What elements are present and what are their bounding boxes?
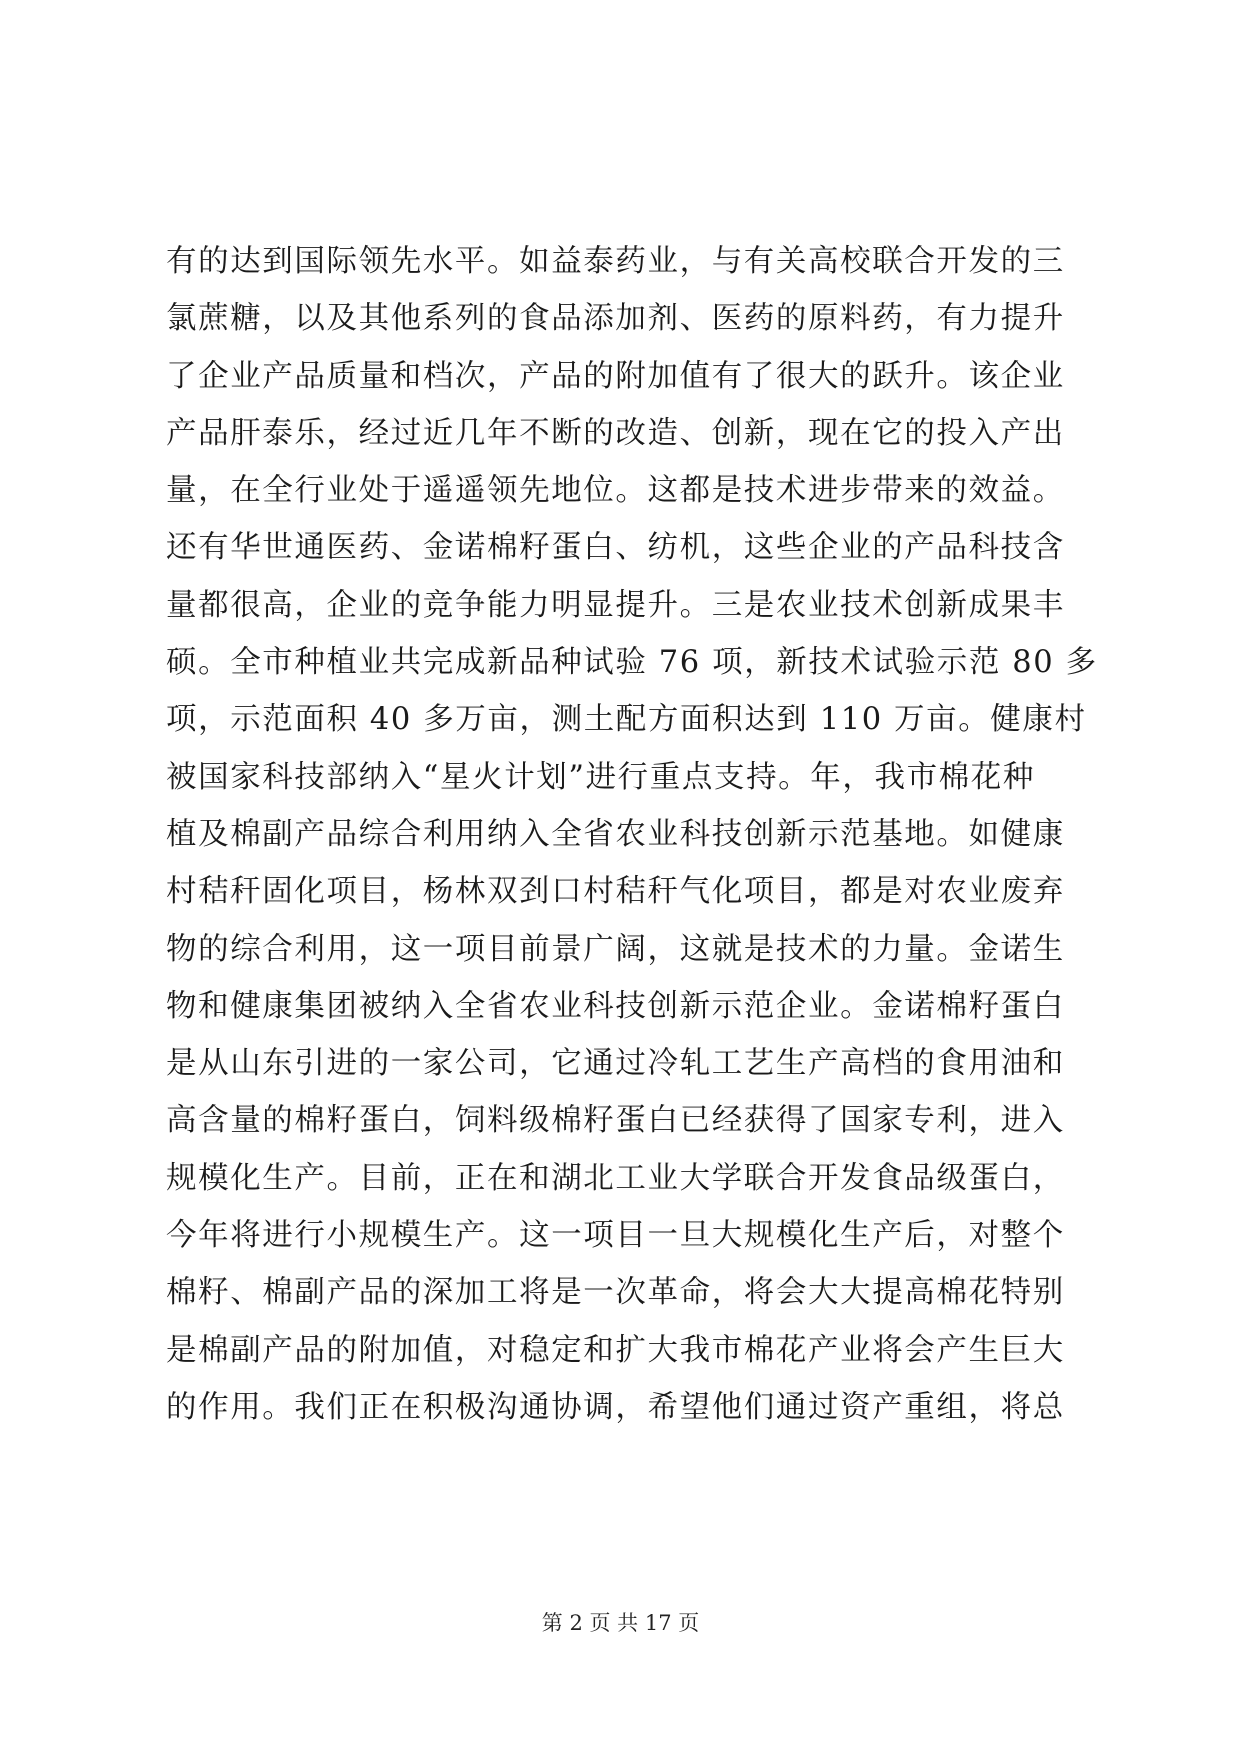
text-line: 村秸秆固化项目，杨林双刭口村秸秆气化项目，都是对农业废弃 — [166, 874, 1065, 910]
text-line: 氯蔗糖，以及其他系列的食品添加剂、医药的原料药，有力提升 — [166, 301, 1065, 337]
text-line: 高含量的棉籽蛋白，饲料级棉籽蛋白已经获得了国家专利，进入 — [166, 1103, 1065, 1139]
text-line: 被国家科技部纳入“星火计划”进行重点支持。年，我市棉花种 — [166, 759, 1035, 795]
text-line: 是棉副产品的附加值，对稳定和扩大我市棉花产业将会产生巨大 — [166, 1332, 1065, 1368]
text-line: 物的综合利用，这一项目前景广阔，这就是技术的力量。金诺生 — [166, 931, 1065, 967]
text-line: 物和健康集团被纳入全省农业科技创新示范企业。金诺棉籽蛋白 — [166, 988, 1065, 1024]
text-line: 还有华世通医药、金诺棉籽蛋白、纺机，这些企业的产品科技含 — [166, 530, 1065, 566]
text-line: 是从山东引进的一家公司，它通过冷轧工艺生产高档的食用油和 — [166, 1046, 1065, 1082]
text-line: 植及棉副产品综合利用纳入全省农业科技创新示范基地。如健康 — [166, 816, 1065, 852]
text-line: 硕。全市种植业共完成新品种试验 76 项，新技术试验示范 80 多 — [166, 645, 1098, 681]
text-line: 了企业产品质量和档次，产品的附加值有了很大的跃升。该企业 — [166, 358, 1065, 394]
text-line: 规模化生产。目前，正在和湖北工业大学联合开发食品级蛋白， — [166, 1160, 1065, 1196]
text-line: 的作用。我们正在积极沟通协调，希望他们通过资产重组，将总 — [166, 1389, 1065, 1425]
text-line: 量都很高，企业的竞争能力明显提升。三是农业技术创新成果丰 — [166, 587, 1065, 623]
text-line: 项，示范面积 40 多万亩，测土配方面积达到 110 万亩。健康村 — [166, 702, 1087, 738]
text-line: 量，在全行业处于遥遥领先地位。这都是技术进步带来的效益。 — [166, 473, 1065, 509]
page-number-footer: 第 2 页 共 17 页 — [541, 1611, 700, 1635]
text-line: 棉籽、棉副产品的深加工将是一次革命，将会大大提高棉花特别 — [166, 1275, 1065, 1311]
text-line: 有的达到国际领先水平。如益泰药业，与有关高校联合开发的三 — [166, 244, 1065, 279]
body-text — [166, 233, 1096, 1436]
text-line: 今年将进行小规模生产。这一项目一旦大规模化生产后，对整个 — [166, 1218, 1065, 1254]
text-line: 产品肝泰乐，经过近几年不断的改造、创新，现在它的投入产出 — [166, 415, 1065, 451]
